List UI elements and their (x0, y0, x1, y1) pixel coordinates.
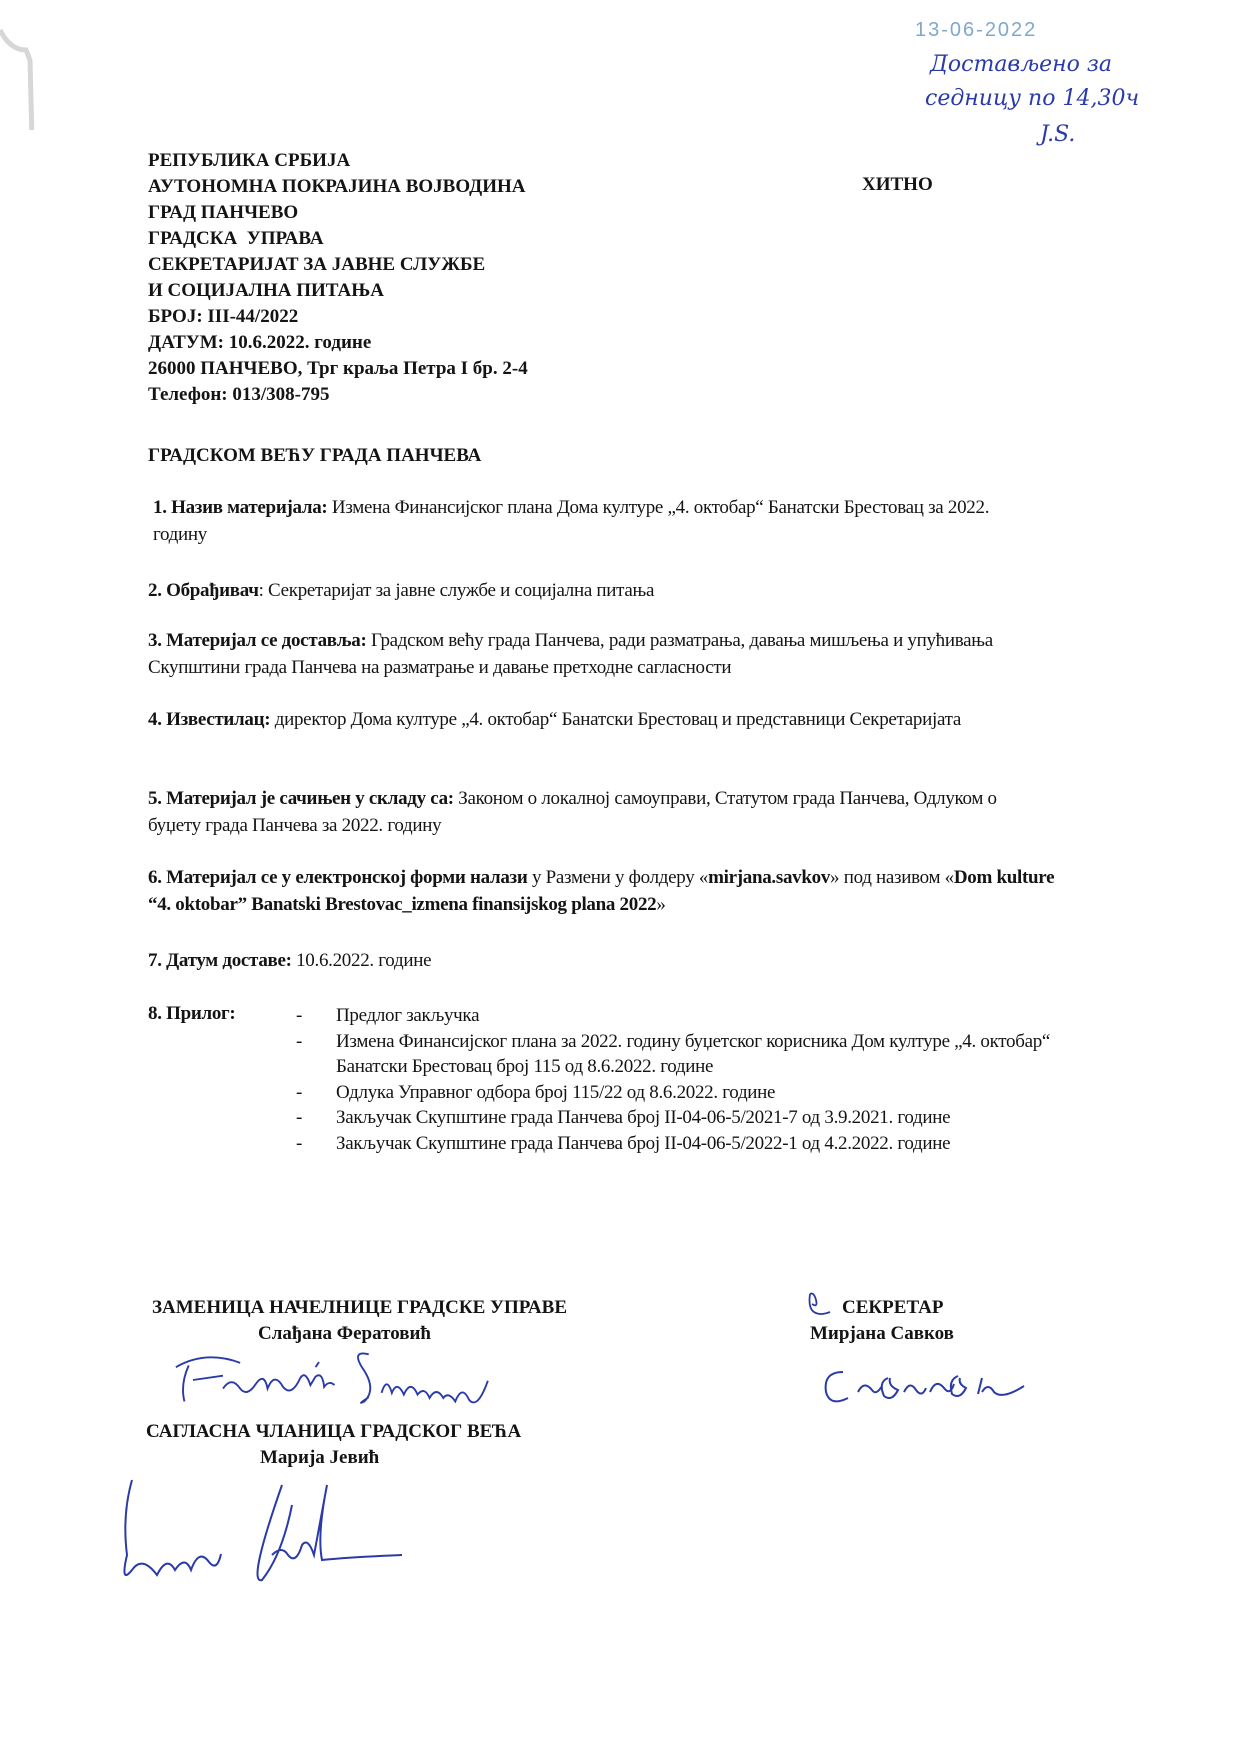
item-electronic-form (148, 864, 1068, 918)
secretary-title: СЕКРЕТАР (842, 1297, 944, 1318)
item-reporter (148, 706, 1028, 733)
urgent-label: ХИТНО (862, 174, 933, 195)
attachment-text: Закључак Скупштине града Панчева број II-04-06-5/2022-1 од 4.2.2022. године (336, 1132, 951, 1154)
attachment-text: Измена Финансијског плана за 2022. годину буџетског корисника Дом културе „4. октобар“ Банатски Брестовац број 115 од 8.6.2022. године (336, 1030, 1051, 1077)
item-text: » (656, 894, 666, 915)
deputy-title: ЗАМЕНИЦА НАЧЕЛНИЦЕ ГРАДСКЕ УПРАВЕ (152, 1297, 568, 1318)
item-text: Измена Финансијског плана Дома културе „4. oктобар“ Банатски Брестовац за 2022. годину (153, 497, 990, 545)
deputy-name: Слађана Фератовић (258, 1323, 431, 1344)
item-text: Градском већу града Панчева, ради разматрања, давања мишљења и упућивања Скупштини града Панчева на разматрање и давање претходне сагласности (148, 630, 993, 678)
folder-name: mirjana.savkov (708, 867, 831, 888)
attachment-item (296, 1003, 1056, 1029)
deputy-signature (138, 1350, 608, 1410)
item-delivery-date (148, 947, 1048, 974)
item-text: Законом о локалној самоуправи, Статутом града Панчева, Одлуком о буџету града Панчева за 2022. годину (148, 788, 997, 836)
letterhead (148, 148, 528, 408)
item-legal-basis (148, 785, 1028, 839)
attachment-item (296, 1080, 1056, 1106)
letterhead-city: ГРАД ПАНЧЕВО (148, 202, 299, 223)
item-delivered-to (148, 627, 1078, 681)
council-member-signature (112, 1475, 412, 1595)
letterhead-administration: ГРАДСКА УПРАВА (148, 228, 324, 249)
council-member-title: САГЛАСНА ЧЛАНИЦА ГРАДСКОГ ВЕЋА (146, 1421, 522, 1442)
item-processor (148, 577, 1048, 604)
letterhead-secretariat: СЕКРЕТАРИЈАТ ЗА ЈАВНЕ СЛУЖБЕ (148, 254, 486, 275)
received-stamp-date: 13-06-2022 (915, 19, 1038, 41)
item-label: 7. Датум доставе: (148, 950, 292, 971)
attachment-text: Предлог закључка (336, 1005, 480, 1026)
handwritten-note-line-3: J.S. (1040, 122, 1076, 147)
bullet-dash: - (296, 1107, 303, 1128)
letterhead-province: АУТОНОМНА ПОКРАЈИНА ВОЈВОДИНА (148, 176, 526, 197)
item-text: : Секретаријат за јавне службе и социјална питања (258, 580, 655, 601)
item-label: 2. Обрађивач (148, 580, 259, 601)
council-member-name: Марија Јевић (260, 1447, 380, 1468)
item-text: директор Дома културе „4. октобар“ Банатски Брестовац и представници Секретаријата (270, 709, 961, 730)
file-name: Dom kulture “4. oktobar” Banatski Brestovac_izmena finansijskog plana 2022 (148, 867, 1055, 915)
attachment-item (296, 1105, 1056, 1131)
secretary-initial (806, 1290, 836, 1320)
address: 26000 ПАНЧЕВО, Трг краља Петра I бр. 2-4 (148, 358, 528, 379)
secretary-name: Мирјана Савков (810, 1323, 954, 1344)
item-material-name (153, 494, 1033, 548)
item-label: 6. Материјал се у електронској форми налази (148, 867, 528, 888)
handwritten-note-line-2: седницу по 14,30ч (925, 86, 1140, 111)
attachment-text: Закључак Скупштине града Панчева број II-04-06-5/2021-7 од 3.9.2021. године (336, 1107, 951, 1128)
document-number: БРОЈ: III-44/2022 (148, 306, 299, 327)
scan-artifact (0, 20, 36, 130)
bullet-dash: - (296, 1081, 303, 1103)
item-text: 10.6.2022. године (291, 950, 432, 971)
item-label: 5. Материјал је сачињен у складу са: (148, 788, 454, 809)
phone: Телефон: 013/308-795 (148, 384, 330, 405)
letterhead-secretariat-cont: И СОЦИЈАЛНА ПИТАЊА (148, 280, 384, 301)
item-text: у Размени у фолдеру « (527, 867, 709, 888)
item-text: » под називом « (830, 867, 954, 888)
attachment-text: Одлука Управног одбора број 115/22 од 8.6.2022. године (336, 1081, 776, 1103)
addressee: ГРАДСКОМ ВЕЋУ ГРАДА ПАНЧЕВА (148, 445, 482, 466)
attachments-list (296, 1003, 1056, 1156)
attachment-item (296, 1029, 1056, 1080)
item-label: 3. Материјал се доставља: (148, 630, 367, 651)
bullet-dash: - (296, 1132, 303, 1154)
attachment-item (296, 1131, 1056, 1157)
letterhead-country: РЕПУБЛИКА СРБИЈА (148, 150, 351, 171)
attachments-label: 8. Прилог: (148, 1003, 236, 1024)
item-label: 1. Назив материјала: (153, 497, 328, 518)
handwritten-note-line-1: Достављено за (930, 52, 1113, 77)
secretary-signature (818, 1362, 1028, 1412)
bullet-dash: - (296, 1030, 303, 1052)
item-label: 4. Известилац: (148, 709, 271, 730)
document-date: ДАТУМ: 10.6.2022. године (148, 332, 372, 353)
bullet-dash: - (296, 1005, 303, 1026)
